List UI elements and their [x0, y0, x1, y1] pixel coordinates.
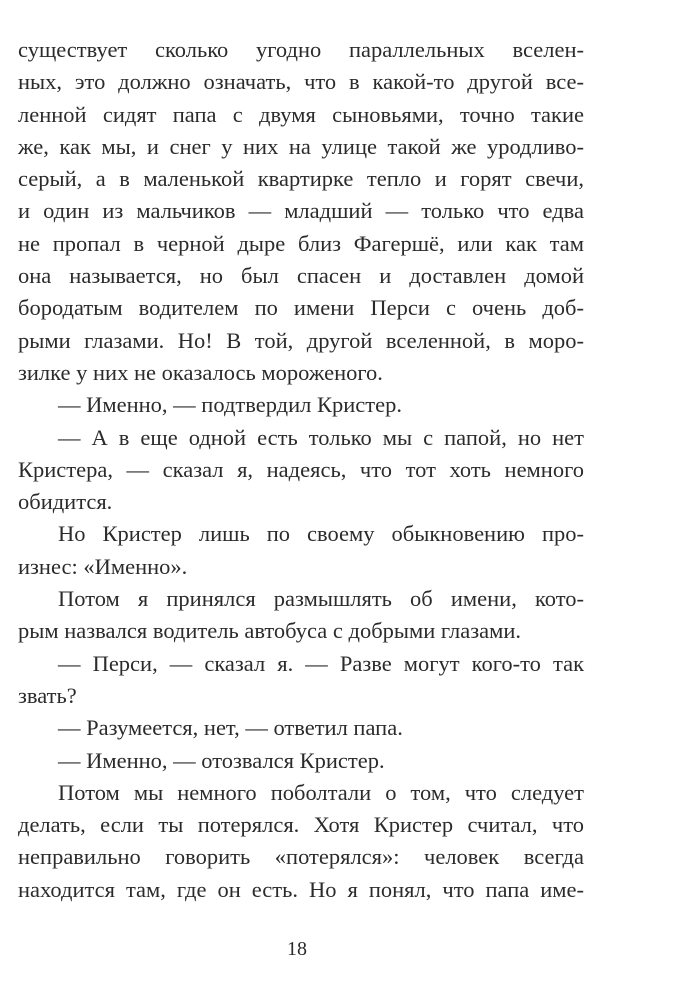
text-line: Кристера, — сказал я, надеясь, что тот хоть немного	[18, 456, 584, 482]
text-line: Потом мы немного поболтали о том, что следует	[58, 779, 584, 805]
text-line: ных, это должно означать, что в какой-то другой все-	[18, 69, 584, 95]
page-number: 18	[287, 938, 307, 960]
text-line: находится там, где он есть. Но я понял, что папа име-	[18, 876, 584, 902]
text-line: — Именно, — отозвался Кристер.	[58, 747, 385, 773]
text-line: она называется, но был спасен и доставлен домой	[18, 263, 584, 289]
text-line: — Перси, — сказал я. — Разве могут кого-то так	[58, 650, 584, 676]
text-line: же, как мы, и снег у них на улице такой же уродливо-	[18, 133, 584, 159]
text-line: и один из мальчиков — младший — только что едва	[18, 198, 584, 224]
text-line: делать, если ты потерялся. Хотя Кристер считал, что	[18, 812, 584, 838]
text-line: изнес: «Именно».	[18, 553, 188, 579]
text-line: рыми глазами. Но! В той, другой вселенной, в моро-	[18, 327, 584, 353]
text-line: существует сколько угодно параллельных вселен-	[18, 37, 584, 62]
text-line: серый, а в маленькой квартирке тепло и горят свечи,	[18, 166, 584, 192]
text-line: — Разумеется, нет, — ответил папа.	[58, 715, 403, 741]
text-line: рым назвался водитель автобуса с добрыми глазами.	[18, 618, 521, 644]
text-line: — Именно, — подтвердил Кристер.	[58, 392, 402, 418]
text-line: Потом я принялся размышлять об имени, кото-	[58, 586, 584, 612]
text-line: неправильно говорить «потерялся»: человек всегда	[18, 844, 584, 870]
text-line: не пропал в черной дыре близ Фагершё, или как там	[18, 230, 584, 256]
text-line: Но Кристер лишь по своему обыкновению про-	[58, 521, 584, 547]
text-line: зилке у них не оказалось мороженого.	[18, 359, 383, 385]
text-line: ленной сидят папа с двумя сыновьями, точно такие	[18, 101, 584, 127]
text-line: обидится.	[18, 489, 113, 515]
text-line: — А в еще одной есть только мы с папой, но нет	[58, 424, 584, 450]
text-line: бородатым водителем по имени Перси с очень доб-	[18, 295, 584, 321]
text-line: звать?	[18, 682, 77, 708]
body-text	[18, 34, 584, 906]
